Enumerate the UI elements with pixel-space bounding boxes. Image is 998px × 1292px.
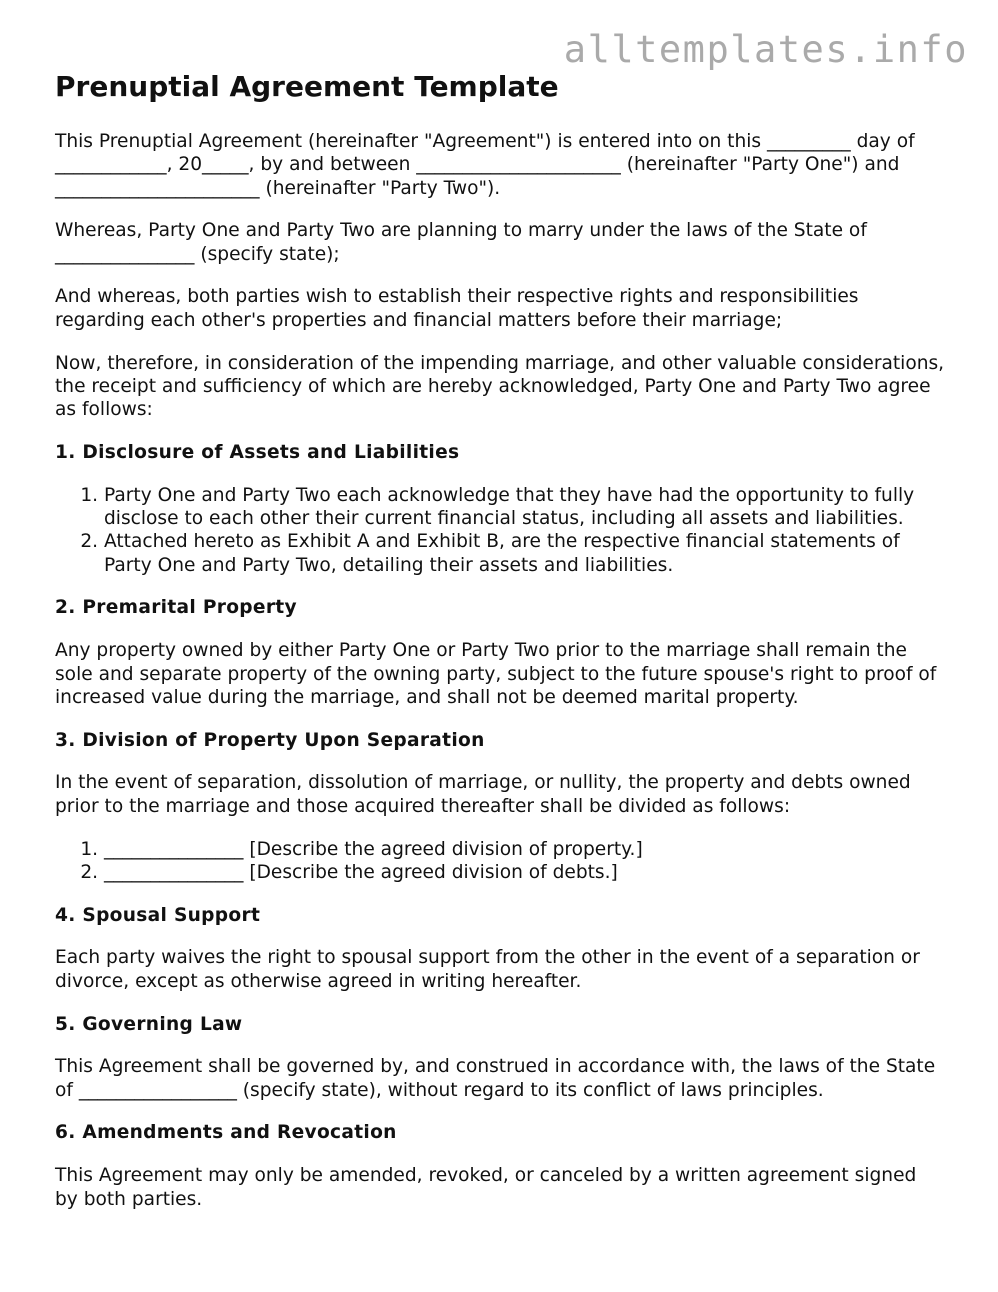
- document-page: [55, 68, 945, 1230]
- division-list: [55, 838, 945, 885]
- section-heading-premarital: 2. Premarital Property: [55, 597, 297, 619]
- whereas-paragraph-2: And whereas, both parties wish to establish their respective rights and responsibilities regarding each other's properties and financial matters before their marriage;: [55, 286, 859, 331]
- section-heading-spousal-support: 4. Spousal Support: [55, 904, 261, 926]
- document-title: Prenuptial Agreement Template: [55, 70, 559, 103]
- section-heading-governing-law: 5. Governing Law: [55, 1013, 243, 1035]
- section-text-governing-law: This Agreement shall be governed by, and construed in accordance with, the laws of the State of _________________ (specify state), without regard to its conflict of laws principles.: [55, 1056, 936, 1101]
- watermark: alltemplates.info: [563, 28, 968, 71]
- list-item: 2. Attached hereto as Exhibit A and Exhibit B, are the respective financial statements of Party One and Party Two, detailing their assets and liabilities.: [104, 530, 945, 577]
- disclosure-list: [55, 484, 945, 577]
- section-heading-division: 3. Division of Property Upon Separation: [55, 729, 485, 751]
- section-text-amendments: This Agreement may only be amended, revoked, or canceled by a written agreement signed by both parties.: [55, 1165, 917, 1210]
- section-heading-disclosure: 1. Disclosure of Assets and Liabilities: [55, 441, 460, 463]
- list-item: 1. Party One and Party Two each acknowledge that they have had the opportunity to fully disclose to each other their current financial status, including all assets and liabilities.: [104, 484, 945, 531]
- section-text-division: In the event of separation, dissolution of marriage, or nullity, the property and debts owned prior to the marriage and those acquired thereafter shall be divided as follows:: [55, 772, 911, 817]
- whereas-paragraph: Whereas, Party One and Party Two are planning to marry under the laws of the State of _______________ (specify state);: [55, 220, 867, 265]
- section-heading-amendments: 6. Amendments and Revocation: [55, 1122, 397, 1144]
- section-text-premarital: Any property owned by either Party One or Party Two prior to the marriage shall remain the sole and separate property of the owning party, subject to the future spouse's right to proof of increased value during the marriage, and shall not be deemed marital property.: [55, 640, 937, 708]
- now-therefore-paragraph: Now, therefore, in consideration of the impending marriage, and other valuable considerations, the receipt and sufficiency of which are hereby acknowledged, Party One and Party Two agree as follows:: [55, 352, 945, 421]
- list-item: 2. _______________ [Describe the agreed division of debts.]: [104, 861, 945, 884]
- intro-paragraph: This Prenuptial Agreement (hereinafter "Agreement") is entered into on this _________ day of ____________, 20_____, by and between ______________________ (hereinafter "Party One") and ______________________ (hereinafter "Party Two").: [55, 131, 915, 199]
- section-text-spousal-support: Each party waives the right to spousal support from the other in the event of a separation or divorce, except as otherwise agreed in writing hereafter.: [55, 947, 920, 992]
- list-item: 1. _______________ [Describe the agreed division of property.]: [104, 838, 945, 861]
